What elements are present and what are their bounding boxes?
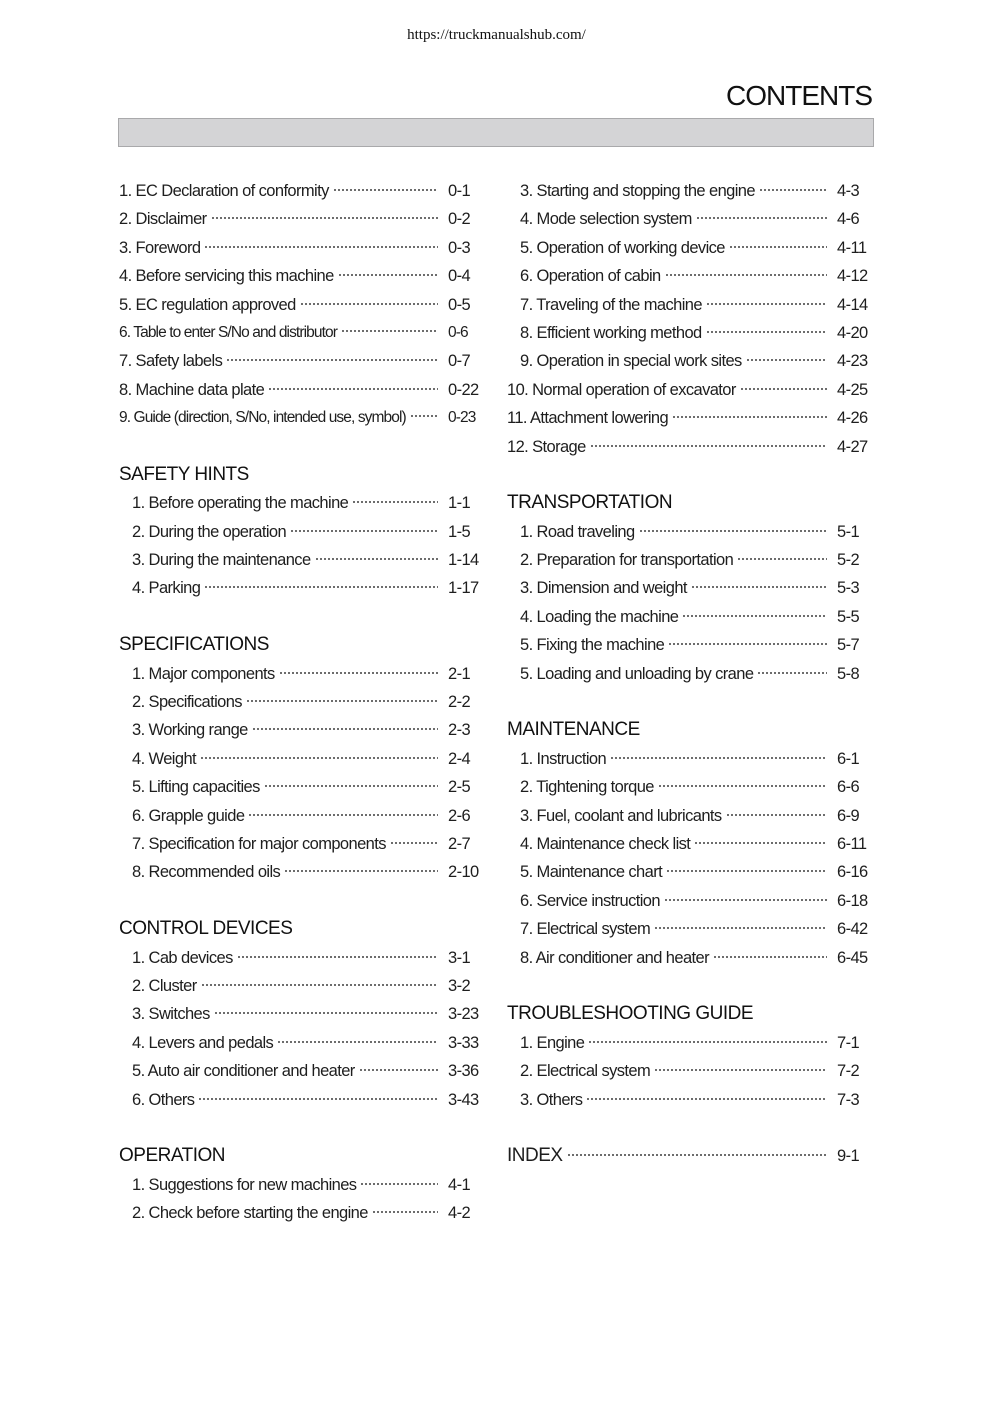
entry-label: 6. Table to enter S/No and distributor: [119, 323, 337, 341]
entry-page: 4-14: [837, 295, 868, 314]
entry-label: 5. EC regulation approved: [119, 295, 296, 314]
entry-label: 2. During the operation: [132, 522, 287, 541]
toc-entry[interactable]: [507, 631, 869, 659]
entry-label: 1. Road traveling: [520, 522, 635, 541]
dot-leader: [360, 1182, 438, 1186]
toc-entry[interactable]: [507, 347, 869, 375]
toc-entry[interactable]: [507, 915, 869, 943]
entry-page: 4-20: [837, 323, 868, 342]
entry-label: 2. Tightening torque: [520, 778, 654, 797]
dot-leader: [654, 926, 827, 930]
entry-page: 5-5: [837, 607, 860, 626]
dot-leader: [226, 358, 438, 362]
entry-label: 2. Cluster: [132, 976, 197, 995]
toc-entry[interactable]: [119, 1057, 484, 1085]
toc-entry[interactable]: [507, 546, 869, 574]
entry-label: 4. Levers and pedals: [132, 1033, 274, 1052]
entry-page: 2-7: [448, 834, 471, 853]
entry-page: 1-5: [448, 522, 471, 541]
entry-page: 5-1: [837, 522, 860, 541]
entry-page: 3-33: [448, 1033, 479, 1052]
dot-leader: [588, 1040, 827, 1044]
dot-leader: [204, 245, 438, 249]
toc-entry[interactable]: [119, 1199, 484, 1227]
entry-label: 3. During the maintenance: [132, 551, 311, 570]
entry-page: 0-7: [448, 352, 471, 371]
entry-page: 3-36: [448, 1062, 479, 1081]
entry-page: 2-2: [448, 693, 471, 712]
entry-label: 1. Before operating the machine: [132, 494, 349, 513]
toc-entry[interactable]: [119, 291, 484, 319]
entry-page: 5-2: [837, 551, 860, 570]
toc-entry[interactable]: [119, 262, 484, 290]
toc-entry[interactable]: [119, 830, 484, 858]
dot-leader: [665, 273, 827, 277]
toc-entry[interactable]: [507, 234, 869, 262]
toc-entry[interactable]: [119, 773, 484, 801]
section-index: [507, 1142, 869, 1170]
entry-page: 6-45: [837, 948, 868, 967]
entry-label: 4. Loading the machine: [520, 607, 679, 626]
entry-label: 6. Service instruction: [520, 891, 660, 910]
entry-label: 5. Auto air conditioner and heater: [132, 1062, 355, 1081]
section-title[interactable]: MAINTENANCE: [507, 719, 640, 741]
entry-label: 4. Weight: [132, 749, 196, 768]
entry-page: 0-1: [448, 182, 471, 200]
entry-page: 6-6: [837, 778, 860, 797]
toc-entry[interactable]: [507, 603, 869, 631]
dot-leader: [204, 585, 438, 589]
entry-label: 9. Guide (direction, S/No, intended use, symbol): [119, 409, 406, 427]
entry-page: 4-6: [837, 210, 860, 229]
dot-leader: [706, 330, 827, 334]
dot-leader: [586, 1097, 827, 1101]
dot-leader: [333, 188, 438, 192]
toc-entry[interactable]: [119, 205, 484, 233]
toc-entry[interactable]: [119, 858, 484, 886]
toc-entry[interactable]: [507, 1029, 869, 1057]
entry-page: 4-25: [837, 380, 868, 399]
entry-page: 6-9: [837, 806, 860, 825]
toc-entry[interactable]: [507, 291, 869, 319]
intro-list: [119, 177, 484, 433]
toc-entry[interactable]: [119, 177, 484, 205]
entry-page: 7-3: [837, 1090, 860, 1109]
entry-page: 2-1: [448, 664, 471, 683]
entry-page: 1-17: [448, 579, 479, 598]
section-title[interactable]: OPERATION: [119, 1145, 225, 1167]
dot-leader: [658, 784, 827, 788]
entry-label: 2. Preparation for transportation: [520, 551, 734, 570]
toc-entry[interactable]: [507, 205, 869, 233]
dot-leader: [279, 671, 438, 675]
section-specifications: [119, 631, 484, 887]
dot-leader: [268, 387, 438, 391]
entry-label: 4. Before servicing this machine: [119, 267, 334, 286]
entry-page: 7-1: [837, 1033, 860, 1052]
dot-leader: [696, 216, 827, 220]
dot-leader: [372, 1210, 438, 1214]
toc-entry[interactable]: [507, 944, 869, 972]
toc-entry[interactable]: [119, 404, 484, 432]
entry-label: 11. Attachment lowering: [507, 409, 669, 428]
index-label: INDEX: [507, 1145, 563, 1167]
section-title[interactable]: CONTROL DEVICES: [119, 918, 293, 940]
entry-label: 3. Fuel, coolant and lubricants: [520, 806, 722, 825]
section-title[interactable]: TRANSPORTATION: [507, 492, 673, 514]
entry-page: 6-16: [837, 863, 868, 882]
entry-label: 5. Maintenance chart: [520, 863, 663, 882]
toc-entry[interactable]: [507, 177, 869, 205]
dot-leader: [246, 699, 438, 703]
dot-leader: [200, 756, 438, 760]
entry-label: 2. Electrical system: [520, 1062, 651, 1081]
entry-label: 1. Instruction: [520, 749, 607, 768]
entry-label: 3. Dimension and weight: [520, 579, 687, 598]
dot-leader: [666, 869, 827, 873]
title-bar: [118, 118, 874, 147]
entry-label: 6. Operation of cabin: [520, 267, 661, 286]
entry-label: 1. EC Declaration of conformity: [119, 182, 329, 200]
entry-page: 2-4: [448, 749, 471, 768]
dot-leader: [290, 529, 438, 533]
toc-entry[interactable]: [507, 433, 869, 461]
page-title: CONTENTS: [726, 80, 872, 111]
entry-label: 8. Efficient working method: [520, 323, 702, 342]
entry-page: 2-6: [448, 806, 471, 825]
dot-leader: [610, 756, 827, 760]
dot-leader: [390, 841, 438, 845]
toc-entry[interactable]: [507, 1057, 869, 1085]
right-column: [507, 177, 869, 1171]
entry-page: 6-18: [837, 891, 868, 910]
entry-label: 7. Safety labels: [119, 352, 223, 371]
entry-label: 8. Recommended oils: [132, 863, 281, 882]
dot-leader: [352, 500, 438, 504]
dot-leader: [248, 813, 438, 817]
toc-entry[interactable]: [119, 944, 484, 972]
dot-leader: [654, 1068, 827, 1072]
entry-page: 6-42: [837, 920, 868, 939]
dot-leader: [682, 614, 827, 618]
dot-leader: [729, 245, 827, 249]
entry-page: 4-27: [837, 437, 868, 456]
entry-label: 5. Operation of working device: [520, 238, 725, 257]
toc-entry[interactable]: [119, 1171, 484, 1199]
dot-leader: [639, 529, 827, 533]
dot-leader: [664, 898, 827, 902]
dot-leader: [691, 585, 827, 589]
entry-page: 6-1: [837, 749, 860, 768]
dot-leader: [211, 216, 438, 220]
entry-page: 4-23: [837, 352, 868, 371]
dot-leader: [198, 1097, 438, 1101]
section-transportation: [507, 489, 869, 688]
entry-page: 2-10: [448, 863, 479, 882]
dot-leader: [277, 1040, 438, 1044]
dot-leader: [757, 671, 827, 675]
entry-label: 1. Suggestions for new machines: [132, 1175, 357, 1194]
toc-entry[interactable]: [119, 1000, 484, 1028]
section-title[interactable]: SAFETY HINTS: [119, 463, 249, 485]
section-operation: [119, 1142, 484, 1227]
toc-entry[interactable]: [119, 1086, 484, 1114]
entry-label: 7. Specification for major components: [132, 834, 386, 853]
entry-label: 3. Starting and stopping the engine: [520, 182, 755, 200]
toc-entry[interactable]: [119, 972, 484, 1000]
dot-leader: [706, 302, 827, 306]
toc-entry[interactable]: [119, 660, 484, 688]
section-maintenance: [507, 716, 869, 972]
toc-entry[interactable]: [119, 1029, 484, 1057]
entry-page: 0-3: [448, 238, 471, 257]
entry-label: 4. Maintenance check list: [520, 834, 691, 853]
entry-label: 2. Check before starting the engine: [132, 1204, 368, 1223]
entry-page: 3-2: [448, 976, 471, 995]
entry-page: 4-12: [837, 267, 868, 286]
toc-entry[interactable]: [507, 262, 869, 290]
dot-leader: [284, 869, 438, 873]
entry-label: 4. Parking: [132, 579, 201, 598]
toc-entry[interactable]: [507, 1086, 869, 1114]
entry-page: 0-5: [448, 295, 471, 314]
entry-page: 4-26: [837, 409, 868, 428]
dot-leader: [668, 642, 827, 646]
toc-entry[interactable]: [507, 745, 869, 773]
dot-leader: [237, 955, 438, 959]
entry-label: 1. Engine: [520, 1033, 585, 1052]
entry-label: 2. Specifications: [132, 693, 242, 712]
toc-entry[interactable]: [507, 802, 869, 830]
entry-page: 3-1: [448, 948, 471, 967]
entry-label: 5. Loading and unloading by crane: [520, 664, 754, 683]
dot-leader: [264, 784, 438, 788]
entry-page: 0-6: [448, 323, 468, 341]
dot-leader: [338, 273, 438, 277]
toc-entry[interactable]: [119, 489, 484, 517]
entry-page: 4-1: [448, 1175, 471, 1194]
entry-label: 1. Cab devices: [132, 948, 233, 967]
entry-label: 8. Air conditioner and heater: [520, 948, 709, 967]
entry-page: 1-1: [448, 494, 471, 513]
toc-entry[interactable]: [507, 660, 869, 688]
entry-label: 7. Electrical system: [520, 920, 651, 939]
dot-leader: [694, 841, 827, 845]
section-troubleshooting-guide: [507, 1000, 869, 1114]
dot-leader: [759, 188, 827, 192]
entry-label: 10. Normal operation of excavator: [507, 380, 736, 399]
entry-label: 3. Switches: [132, 1005, 210, 1024]
toc-entry[interactable]: [119, 518, 484, 546]
entry-label: 7. Traveling of the machine: [520, 295, 702, 314]
dot-leader: [214, 1011, 438, 1015]
dot-leader: [252, 727, 438, 731]
toc-entry[interactable]: [507, 773, 869, 801]
toc-entry[interactable]: [119, 319, 484, 347]
entry-page: 3-43: [448, 1090, 479, 1109]
toc-entry[interactable]: [507, 518, 869, 546]
entry-page: 0-22: [448, 380, 479, 399]
entry-page: 1-14: [448, 551, 479, 570]
entry-label: 3. Foreword: [119, 238, 201, 257]
index-entry[interactable]: [507, 1142, 869, 1170]
entry-label: 9. Operation in special work sites: [520, 352, 742, 371]
entry-label: 3. Others: [520, 1090, 583, 1109]
dot-leader: [359, 1068, 438, 1072]
dot-leader: [737, 557, 827, 561]
dot-leader: [672, 415, 827, 419]
section-safety-hints: [119, 461, 484, 603]
toc-entry[interactable]: [119, 688, 484, 716]
dot-leader: [300, 302, 438, 306]
toc-entry[interactable]: [119, 234, 484, 262]
toc-entry[interactable]: [119, 376, 484, 404]
entry-label: 6. Grapple guide: [132, 806, 245, 825]
toc-entry[interactable]: [119, 716, 484, 744]
source-url[interactable]: https://truckmanualshub.com/: [407, 27, 586, 43]
dot-leader: [201, 983, 438, 987]
toc-entry[interactable]: [507, 404, 869, 432]
entry-page: 6-11: [837, 834, 867, 853]
left-column: [119, 177, 484, 1227]
entry-label: 5. Fixing the machine: [520, 636, 665, 655]
entry-page: 5-8: [837, 664, 860, 683]
dot-leader: [590, 444, 827, 448]
dot-leader: [315, 557, 438, 561]
dot-leader: [746, 358, 827, 362]
dot-leader: [567, 1153, 827, 1157]
dot-leader: [410, 414, 438, 418]
toc-entry[interactable]: [507, 830, 869, 858]
toc-entry[interactable]: [119, 802, 484, 830]
dot-leader: [341, 329, 438, 333]
toc-entry[interactable]: [119, 546, 484, 574]
entry-page: 0-4: [448, 267, 471, 286]
index-page: 9-1: [837, 1147, 860, 1166]
entry-page: 5-7: [837, 636, 860, 655]
entry-label: 5. Lifting capacities: [132, 778, 260, 797]
toc-entry[interactable]: [507, 887, 869, 915]
dot-leader: [713, 955, 827, 959]
entry-label: 8. Machine data plate: [119, 380, 265, 399]
entry-page: 4-2: [448, 1204, 471, 1223]
dot-leader: [726, 813, 827, 817]
entry-label: 6. Others: [132, 1090, 195, 1109]
entry-page: 2-3: [448, 721, 471, 740]
entry-page: 4-3: [837, 182, 860, 200]
entry-page: 7-2: [837, 1062, 860, 1081]
dot-leader: [740, 387, 827, 391]
toc-entry[interactable]: [507, 319, 869, 347]
entry-label: 4. Mode selection system: [520, 210, 692, 229]
entry-page: 2-5: [448, 778, 471, 797]
section-title[interactable]: TROUBLESHOOTING GUIDE: [507, 1003, 754, 1025]
entry-label: 3. Working range: [132, 721, 248, 740]
operation-continued-list: [507, 177, 869, 461]
toc-entry[interactable]: [119, 745, 484, 773]
toc-entry[interactable]: [507, 376, 869, 404]
entry-page: 4-11: [837, 238, 867, 257]
entry-label: 12. Storage: [507, 437, 586, 456]
toc-entry[interactable]: [119, 347, 484, 375]
entry-page: 0-2: [448, 210, 471, 229]
toc-entry[interactable]: [507, 574, 869, 602]
entry-label: 2. Disclaimer: [119, 210, 207, 229]
entry-page: 3-23: [448, 1005, 479, 1024]
toc-entry[interactable]: [507, 858, 869, 886]
entry-label: 1. Major components: [132, 664, 275, 683]
entry-page: 5-3: [837, 579, 860, 598]
toc-entry[interactable]: [119, 574, 484, 602]
section-control-devices: [119, 915, 484, 1114]
entry-page: 0-23: [448, 409, 476, 427]
section-title[interactable]: SPECIFICATIONS: [119, 634, 269, 656]
